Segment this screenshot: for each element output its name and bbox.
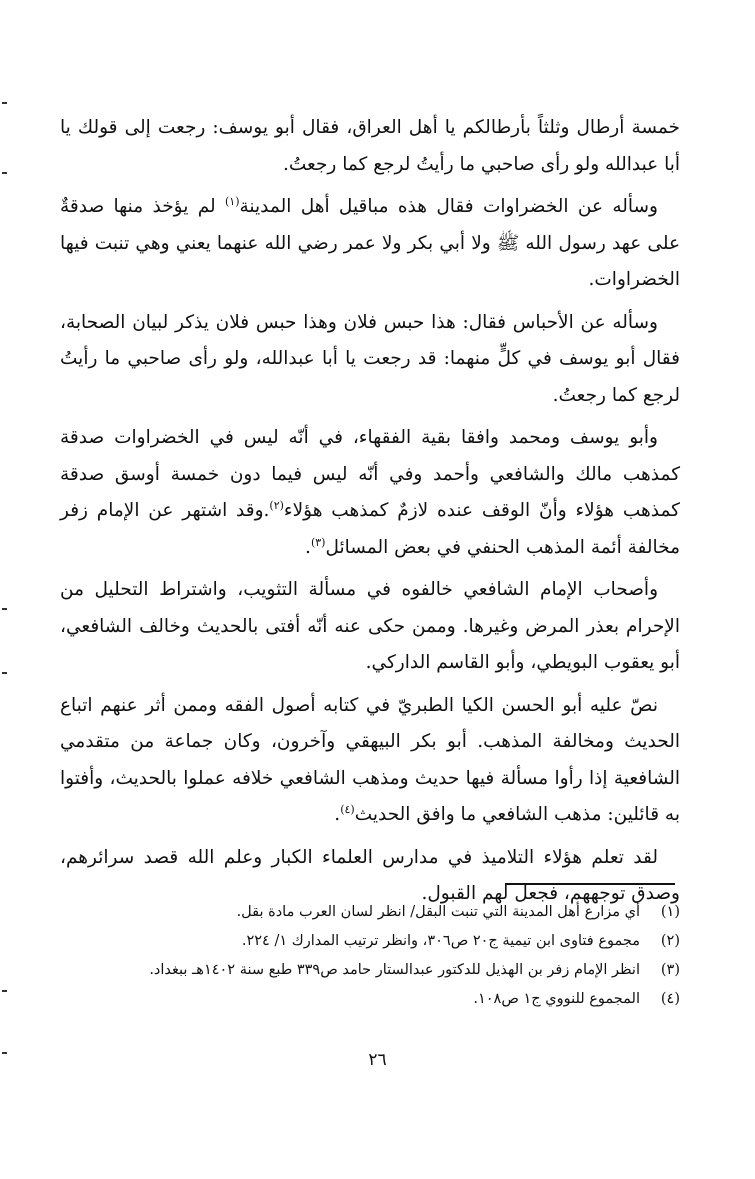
footnote-ref: (١) [225, 194, 240, 208]
paragraph-text: على عهد رسول الله ﷺ ولا أبي بكر ولا عمر رضي الله عنهما يعني وهي تنبت فيها الخضراوات. [60, 232, 680, 290]
footnote-divider [505, 883, 675, 885]
paragraph-text: وأبو يوسف ومحمد وافقا بقية الفقهاء، في أنّه ليس في الخضراوات صدقة كمذهب مالك والشافعي وأحمد وفي أنّه ليس فيما دون خمسة أوسق صدقة كمذهب هؤلاء وأنّ الوقف عنده لازمٌ كمذهب هؤلاء [60, 427, 680, 521]
scan-mark [2, 172, 7, 174]
paragraph [60, 420, 680, 566]
footnote-ref: (٢) [269, 498, 284, 512]
footnotes [60, 898, 680, 1014]
paragraph-text: خمسة أرطال وثلثاً بأرطالكم يا أهل العراق، فقال أبو يوسف: رجعت إلى قولك يا أبا عبدالله ولو رأى صاحبي ما رأيتُ لرجع كما رجعتُ. [60, 117, 680, 175]
footnote [60, 898, 680, 927]
footnote-text: أي مزارع أهل المدينة التي تنبت البقل/ انظر لسان العرب مادة بقل. [236, 904, 640, 920]
paragraph-text: نصّ عليه أبو الحسن الكيا الطبريّ في كتابه أصول الفقه وممن أثر عنهم اتباع الحديث ومخالفة المذهب. أبو بكر البيهقي وآخرون، وكان جماعة من متقدمي الشافعية إذا رأوا مسألة فيها حديث ومذهب الشافعي خلافه عملوا بالحديث، وأفتوا به قائلين: مذهب الشافعي ما وافق الحديث [60, 694, 680, 825]
footnote [60, 927, 680, 956]
paragraph-text: وسأله عن الأحباس فقال: هذا حبس فلان وهذا حبس فلان يذكر لبيان الصحابة، فقال أبو يوسف في كلٍّ منهما: قد رجعت يا أبا عبدالله، ولو رأى صاحبي ما رأيتُ لرجع كما رجعتُ. [60, 311, 680, 406]
paragraph-text: لقد تعلم هؤلاء التلاميذ في مدارس العلماء الكبار وعلم الله قصد سرائرهم، وصدق توجههم، فجعل لهم القبول. [60, 846, 680, 904]
main-text [60, 110, 680, 919]
footnote-number: (٢) [660, 933, 680, 949]
paragraph-text: . [334, 804, 341, 825]
footnote-text: مجموع فتاوى ابن تيمية ج٢٠ ص٣٠٦، وانظر ترتيب المدارك ١/ ٢٢٤. [241, 933, 640, 949]
paragraph-text: وأصحاب الإمام الشافعي خالفوه في مسألة التثويب، واشتراط التحليل من الإحرام بعذر المرض وغيرها. وممن حكى عنه أنّه أفتى بالحديث وخالف الشافعي، أبو يعقوب البويطي، وأبو القاسم الداركي. [60, 579, 680, 673]
footnote-text: انظر الإمام زفر بن الهذيل للدكتور عبدالستار حامد ص٣٣٩ طبع سنة ١٤٠٢هـ ببغداد. [149, 962, 640, 978]
footnote-number: (٤) [660, 991, 680, 1007]
paragraph-text: . [305, 536, 311, 558]
footnote-number: (١) [660, 904, 680, 920]
footnote-text: المجموع للنووي ج١ ص١٠٨. [473, 991, 640, 1007]
paragraph [60, 189, 680, 299]
footnote-ref: (٤) [340, 802, 355, 816]
paragraph [60, 688, 680, 834]
footnote [60, 985, 680, 1014]
footnote [60, 956, 680, 985]
paragraph-text: لم يؤخذ منها صدقةٌ [60, 196, 225, 217]
paragraph [60, 110, 680, 183]
scan-mark [2, 102, 7, 104]
paragraph [60, 572, 680, 682]
scan-mark [2, 672, 7, 674]
page-number: ٢٦ [368, 1050, 387, 1070]
footnote-ref: (٣) [310, 535, 326, 549]
footnote-number: (٣) [660, 962, 680, 978]
paragraph-text: .وقد اشتهر عن الإمام زفر مخالفة أئمة المذهب الحنفي في بعض المسائل [60, 500, 680, 558]
paragraph-text: وسأله عن الخضراوات فقال هذه مباقيل أهل المدينة [239, 196, 658, 217]
scan-mark [2, 608, 7, 610]
scan-mark [2, 990, 7, 992]
paragraph [60, 305, 680, 415]
